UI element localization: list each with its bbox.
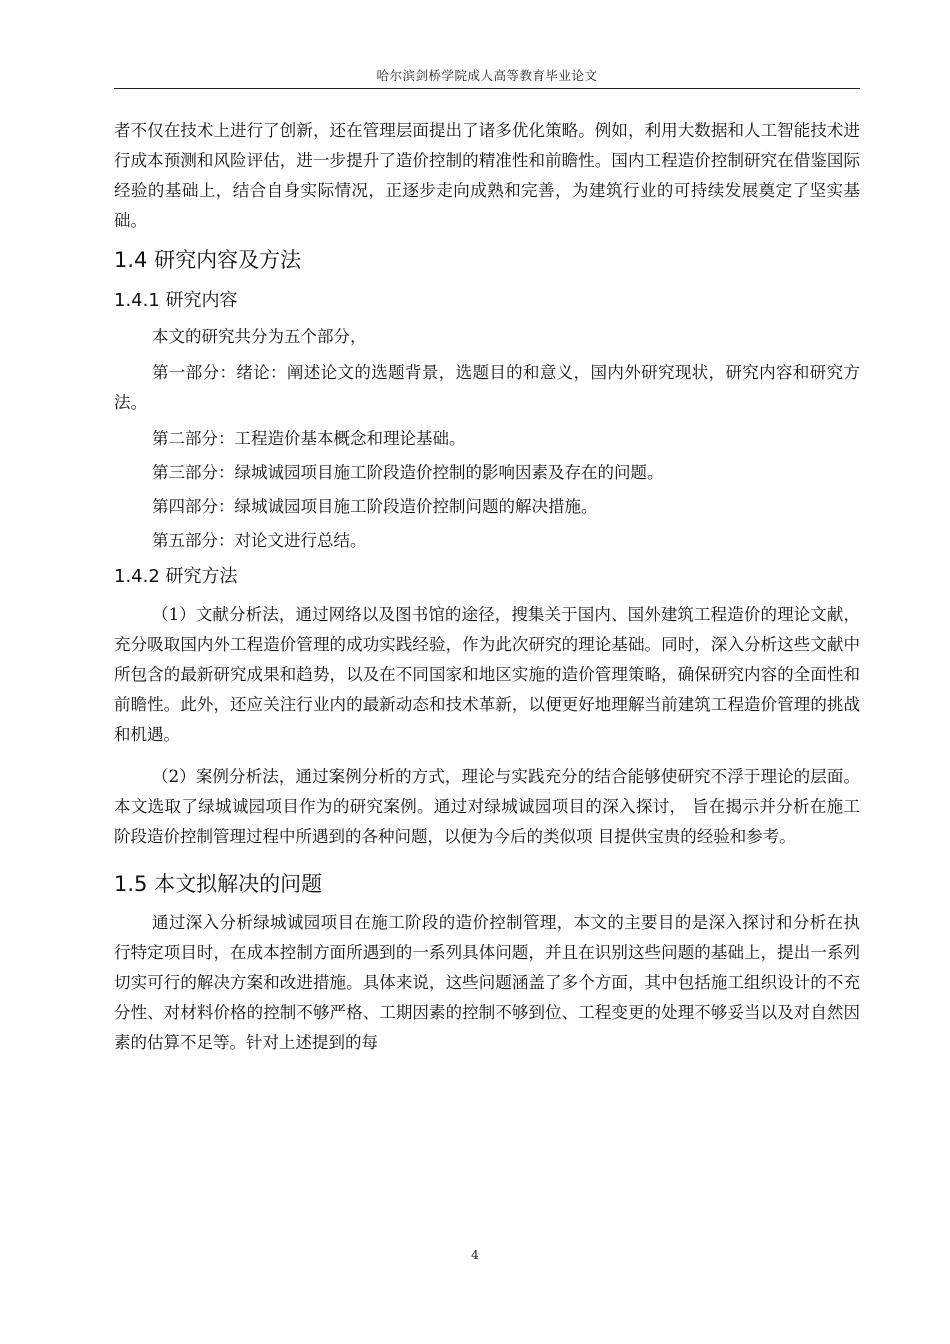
content-line-part-4: 第四部分：绿城诚园项目施工阶段造价控制问题的解决措施。	[152, 497, 598, 516]
intro-paragraph: 者不仅在技术上进行了创新，还在管理层面提出了诸多优化策略。例如，利用大数据和人工智能技术进行成本预测和风险评估，进一步提升了造价控制的精准性和前瞻性。国内工程造价控制研究在借鉴国际经验的基础上，结合自身实际情况，正逐步走向成熟和完善，为建筑行业的可持续发展奠定了坚实基础。	[114, 121, 860, 230]
page-number: 4	[471, 1248, 479, 1262]
content-line-part-1: 第一部分：绪论：阐述论文的选题背景，选题目的和意义，国内外研究现状，研究内容和研究方法。	[114, 363, 860, 412]
header-rule	[114, 88, 860, 89]
subsection-heading-1-4-1: 1.4.1 研究内容	[114, 290, 238, 311]
subsection-heading-1-4-2: 1.4.2 研究方法	[114, 566, 238, 587]
page-content	[114, 116, 860, 1058]
content-line-part-2: 第二部分：工程造价基本概念和理论基础。	[152, 429, 466, 448]
running-header: 哈尔滨剑桥学院成人高等教育毕业论文	[376, 68, 598, 83]
section-heading-1-4: 1.4 研究内容及方法	[114, 248, 302, 272]
content-line-part-5: 第五部分：对论文进行总结。	[152, 531, 367, 550]
section-heading-1-5: 1.5 本文拟解决的问题	[114, 872, 323, 896]
content-line-part-3: 第三部分：绿城诚园项目施工阶段造价控制的影响因素及存在的问题。	[152, 463, 664, 482]
method-paragraph-literature: （1）文献分析法，通过网络以及图书馆的途径，搜集关于国内、国外建筑工程造价的理论文献，充分吸取国内外工程造价管理的成功实践经验，作为此次研究的理论基础。同时，深入分析这些文献中所包含的最新研究成果和趋势，以及在不同国家和地区实施的造价管理策略，确保研究内容的全面性和前瞻性。此外，还应关注行业内的最新动态和技术革新，以便更好地理解当前建筑工程造价管理的挑战和机遇。	[114, 605, 860, 744]
problems-paragraph: 通过深入分析绿城诚园项目在施工阶段的造价控制管理，本文的主要目的是深入探讨和分析在执行特定项目时，在成本控制方面所遇到的一系列具体问题，并且在识别这些问题的基础上，提出一系列切实可行的解决方案和改进措施。具体来说，这些问题涵盖了多个方面，其中包括施工组织设计的不充分性、对材料价格的控制不够严格、工期因素的控制不够到位、工程变更的处理不够妥当以及对自然因素的估算不足等。针对上述提到的每	[114, 913, 860, 1052]
content-line-intro: 本文的研究共分为五个部分，	[152, 327, 367, 346]
method-paragraph-case: （2）案例分析法，通过案例分析的方式，理论与实践充分的结合能够使研究不浮于理论的层面。本文选取了绿城诚园项目作为的研究案例。通过对绿城诚园项目的深入探讨， 旨在揭示并分析在施工阶段造价控制管理过程中所遇到的各种问题，以便为今后的类似项 目提供宝贵的经验和参考。	[114, 767, 860, 846]
